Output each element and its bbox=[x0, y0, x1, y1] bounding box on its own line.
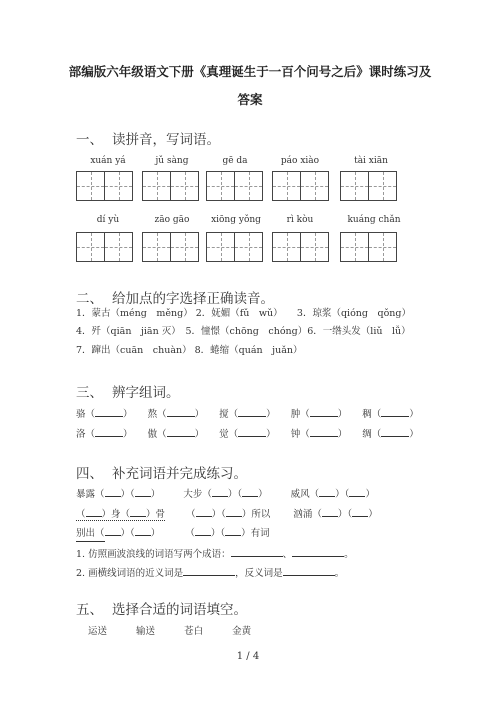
document-title-continued: 答案 bbox=[237, 92, 263, 107]
writing-grid[interactable] bbox=[206, 232, 262, 262]
answer-blank[interactable] bbox=[352, 506, 368, 517]
section-number: 三、 bbox=[76, 385, 103, 401]
answer-blank[interactable] bbox=[167, 406, 195, 417]
question-1: 1. 仿照画波浪线的词语写两个成语： 、 。 bbox=[76, 546, 354, 562]
pinyin-item: páo xiào bbox=[280, 156, 320, 166]
word-group-row-2: 洛（ ） 傲（ ） 觉（ ） 钟（ ） 绸（ ） bbox=[76, 426, 419, 442]
answer-blank[interactable] bbox=[135, 525, 151, 536]
word-bank-item: 运送 bbox=[88, 626, 108, 637]
section-text: 选择合适的词语填空。 bbox=[112, 602, 247, 618]
idiom-row-3: 别出（ ）（ ） （ ）（ ）有词 bbox=[76, 525, 270, 542]
writing-grid[interactable] bbox=[76, 171, 132, 201]
answer-blank[interactable] bbox=[231, 546, 283, 557]
question-2: 2. 画横线词语的近义词是 ，反义词是 。 bbox=[76, 565, 344, 581]
page-number: 1 / 4 bbox=[236, 651, 260, 662]
pinyin-item: rì kòu bbox=[286, 215, 314, 225]
pronunciation-line: 7．蹿出（cuān chuàn） 8．蜷缩（quán juǎn） bbox=[76, 345, 303, 356]
pinyin-item: tài xiān bbox=[354, 156, 388, 166]
answer-blank[interactable] bbox=[310, 406, 338, 417]
answer-blank[interactable] bbox=[95, 406, 123, 417]
idiom-row-1: 暴露（ ）（ ） 大步（ ）（ ） 威风（ ）（ ） bbox=[76, 486, 375, 502]
section-number: 一、 bbox=[76, 132, 103, 148]
answer-blank[interactable] bbox=[167, 426, 195, 437]
writing-grid[interactable] bbox=[142, 232, 198, 262]
word-bank-item: 苍白 bbox=[184, 626, 204, 637]
answer-blank[interactable] bbox=[105, 525, 121, 536]
answer-blank[interactable] bbox=[225, 525, 241, 536]
idiom-row-2: （ ）身（ ）骨 （ ）（ ）所以 汹涌（ ）（ ） bbox=[76, 506, 378, 522]
answer-blank[interactable] bbox=[310, 426, 338, 437]
word-group-row-1: 骆（ ） 熬（ ） 搅（ ） 肿（ ） 稠（ ） bbox=[76, 406, 419, 422]
section-text: 给加点的字选择正确读音。 bbox=[112, 291, 274, 307]
answer-blank[interactable] bbox=[283, 565, 335, 576]
section-2-heading bbox=[76, 287, 274, 307]
answer-blank[interactable] bbox=[196, 506, 212, 517]
answer-blank[interactable] bbox=[226, 506, 242, 517]
answer-blank[interactable] bbox=[238, 406, 266, 417]
answer-blank[interactable] bbox=[322, 506, 338, 517]
answer-blank[interactable] bbox=[195, 525, 211, 536]
pinyin-row-2 bbox=[0, 215, 496, 227]
answer-blank[interactable] bbox=[381, 426, 409, 437]
section-5-heading bbox=[76, 598, 247, 618]
writing-grid[interactable] bbox=[272, 171, 328, 201]
answer-blank[interactable] bbox=[86, 506, 102, 517]
writing-grid[interactable] bbox=[272, 232, 328, 262]
writing-grid[interactable] bbox=[340, 171, 396, 201]
answer-blank[interactable] bbox=[135, 486, 151, 497]
writing-grid[interactable] bbox=[206, 171, 262, 201]
pinyin-item: jǔ sàng bbox=[155, 156, 189, 166]
section-text: 辨字组词。 bbox=[112, 385, 180, 401]
answer-blank[interactable] bbox=[349, 486, 365, 497]
section-text: 补充词语并完成练习。 bbox=[112, 466, 247, 482]
answer-blank[interactable] bbox=[183, 565, 235, 576]
pinyin-item: kuáng chǎn bbox=[347, 215, 401, 225]
writing-grid[interactable] bbox=[340, 232, 396, 262]
answer-blank[interactable] bbox=[212, 486, 228, 497]
pinyin-row-1 bbox=[0, 156, 496, 168]
section-number: 四、 bbox=[76, 466, 103, 482]
section-number: 二、 bbox=[76, 291, 103, 307]
pinyin-item: zāo gāo bbox=[154, 215, 190, 225]
word-bank-item: 输送 bbox=[136, 626, 156, 637]
answer-blank[interactable] bbox=[130, 506, 146, 517]
pinyin-item: gē da bbox=[222, 156, 248, 166]
pinyin-item: xiōng yǒng bbox=[211, 215, 261, 225]
section-1-heading bbox=[76, 128, 220, 148]
pronunciation-line: 1．蒙古（méng měng） 2．妩媚（fǔ wǔ） 3．琼浆（qióng qǒng） bbox=[76, 308, 411, 319]
answer-blank[interactable] bbox=[105, 486, 121, 497]
word-bank bbox=[88, 625, 251, 639]
answer-blank[interactable] bbox=[242, 486, 258, 497]
pinyin-item: dí yù bbox=[96, 215, 120, 225]
writing-grid[interactable] bbox=[142, 171, 198, 201]
section-text: 读拼音，写词语。 bbox=[112, 132, 220, 148]
section-number: 五、 bbox=[76, 602, 103, 618]
answer-blank[interactable] bbox=[238, 426, 266, 437]
section-4-heading bbox=[76, 462, 247, 482]
answer-blank[interactable] bbox=[95, 426, 123, 437]
answer-blank[interactable] bbox=[319, 486, 335, 497]
answer-blank[interactable] bbox=[292, 546, 344, 557]
pronunciation-line: 4．歼（qiān jiān 灭） 5．憧憬（chōng chóng）6．一绺头发（liǔ lǚ） bbox=[76, 326, 411, 337]
section-3-heading bbox=[76, 381, 180, 401]
pinyin-item: xuán yá bbox=[90, 156, 126, 166]
writing-grid[interactable] bbox=[76, 232, 132, 262]
answer-blank[interactable] bbox=[381, 406, 409, 417]
document-title: 部编版六年级语文下册《真理诞生于一百个问号之后》课时练习及 bbox=[68, 64, 432, 79]
word-bank-item: 金黄 bbox=[232, 626, 252, 637]
